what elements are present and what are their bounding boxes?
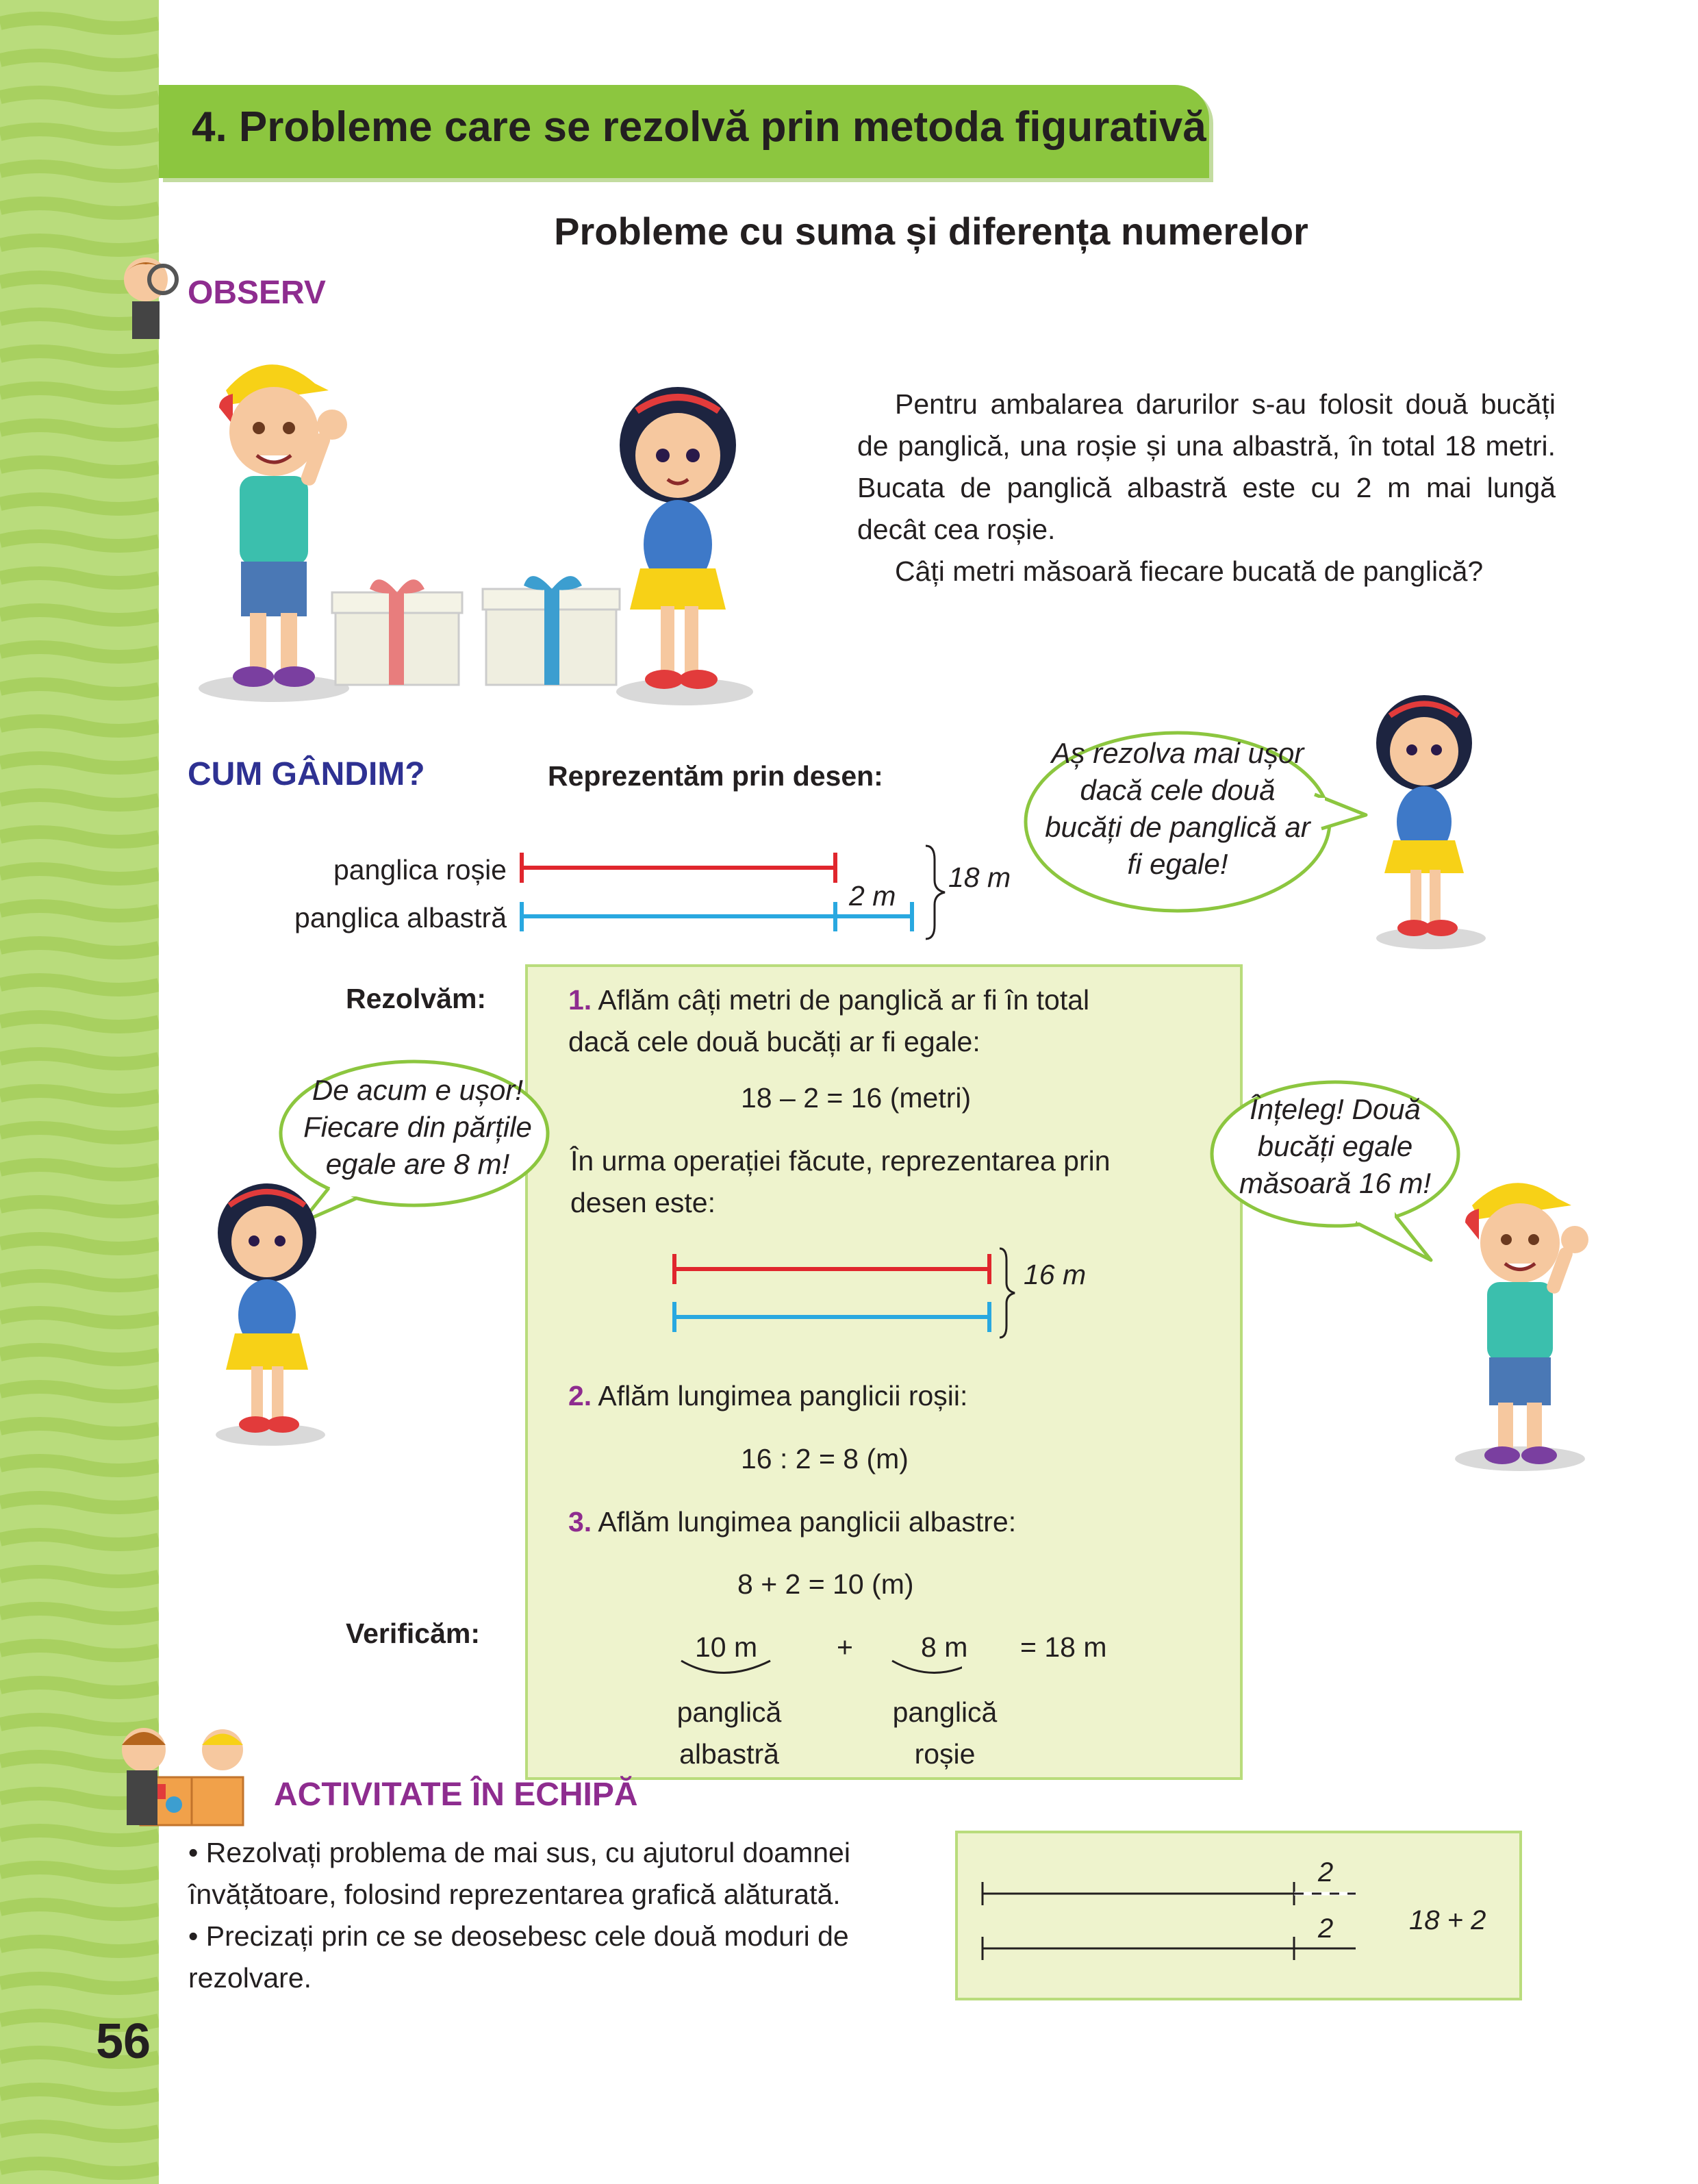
total-label-18m: 18 m <box>948 862 1011 893</box>
step3-block <box>568 1501 1016 1543</box>
stripe-wave <box>0 536 159 546</box>
stripe-wave <box>0 1646 159 1655</box>
stripe-wave <box>0 1387 159 1396</box>
stripe-wave <box>0 1498 159 1507</box>
step1-after <box>570 1140 1228 1224</box>
step2-calculation: 16 : 2 = 8 (m) <box>741 1443 909 1474</box>
verify-plus: + <box>837 1631 853 1663</box>
step1-block <box>568 979 1226 1063</box>
step1-after-b: desen este: <box>570 1187 715 1218</box>
step1-text-a: Aflăm câți metri de panglică ar fi în total <box>598 984 1090 1016</box>
activity-diagram <box>972 1849 1356 1979</box>
stripe-wave <box>0 1572 159 1581</box>
stripe-wave <box>0 1461 159 1470</box>
stripe-wave <box>0 462 159 472</box>
stripe-wave <box>0 721 159 731</box>
observ-heading: OBSERV <box>188 275 326 311</box>
step2-block <box>568 1375 967 1417</box>
blue-ribbon-label: panglica albastră <box>294 902 507 933</box>
difference-label: 2 m <box>849 880 896 912</box>
step1-calculation: 18 – 2 = 16 (metri) <box>741 1082 972 1114</box>
activity-total-label: 18 + 2 <box>1409 1905 1486 1935</box>
cum-gandim-heading: CUM GÂNDIM? <box>188 756 425 792</box>
page-number: 56 <box>96 2014 151 2069</box>
stripe-wave <box>0 1535 159 1544</box>
stripe-wave <box>0 647 159 657</box>
verify-term1: 10 m <box>695 1631 758 1663</box>
stripe-wave <box>0 573 159 583</box>
stripe-wave <box>0 1054 159 1064</box>
problem-statement <box>857 384 1556 592</box>
stripe-wave <box>0 1979 159 1988</box>
stripe-wave <box>0 980 159 990</box>
step2-text: Aflăm lungimea panglicii roșii: <box>598 1380 968 1411</box>
draw-instruction: Reprezentăm prin desen: <box>548 760 883 792</box>
stripe-wave <box>0 1905 159 1914</box>
stripe-wave <box>0 18 159 28</box>
rezolvam-label: Rezolvăm: <box>346 983 487 1014</box>
stripe-wave <box>0 1868 159 1877</box>
caption2-a: panglică <box>892 1696 998 1728</box>
stripe-wave <box>0 1609 159 1618</box>
caption2-b: roșie <box>914 1738 976 1770</box>
girl-illustration-top <box>589 370 767 712</box>
stripe-wave <box>0 2089 159 2099</box>
step1-number: 1. <box>568 984 592 1016</box>
step2-number: 2. <box>568 1380 592 1411</box>
stripe-wave <box>0 610 159 620</box>
step1-text-b: dacă cele două bucăți ar fi egale: <box>568 1026 980 1057</box>
lesson-subtitle: Probleme cu suma și diferența numerelor <box>554 210 1308 253</box>
stripe-wave <box>0 1350 159 1359</box>
equal-total-brace <box>1000 1248 1015 1338</box>
stripe-wave <box>0 1017 159 1027</box>
stripe-wave <box>0 1313 159 1322</box>
stripe-wave <box>0 684 159 694</box>
bubble-text-right: Înțeleg! Două bucăți egale măsoară 16 m! <box>1239 1093 1432 1199</box>
stripe-wave <box>0 1942 159 1951</box>
activity-instructions <box>188 1832 928 1999</box>
ribbon-diagram-equal <box>664 1243 1020 1346</box>
stripe-wave <box>0 906 159 916</box>
red-ribbon-label: panglica roșie <box>333 854 507 886</box>
activity-bullet-2: • Precizați prin ce se deosebesc cele două moduri de rezolvare. <box>188 1920 849 1994</box>
stripe-wave <box>0 832 159 842</box>
bubble-text-left: De acum e ușor! Fiecare din părțile egale are 8 m! <box>303 1074 532 1180</box>
stripe-wave <box>0 499 159 509</box>
activitate-heading: ACTIVITATE ÎN ECHIPĂ <box>274 1777 638 1813</box>
observer-boy-icon <box>115 252 181 341</box>
boy-waving-illustration-right <box>1445 1164 1602 1479</box>
stripe-wave <box>0 1276 159 1285</box>
stripe-wave <box>0 1683 159 1692</box>
stripe-wave <box>0 388 159 398</box>
girl-illustration-right <box>1356 681 1493 955</box>
stripe-wave <box>0 1424 159 1433</box>
bubble-text-top-right: Aș rezolva mai ușor dacă cele două bucăți de panglică ar fi egale! <box>1045 737 1310 880</box>
stripe-wave <box>0 758 159 768</box>
verify-underbraces <box>674 1657 962 1685</box>
stripe-wave <box>0 795 159 805</box>
stripe-wave <box>0 425 159 435</box>
caption1-b: albastră <box>679 1738 779 1770</box>
stripe-wave <box>0 1202 159 1212</box>
activity-seg-top: 2 <box>1318 1857 1334 1887</box>
verify-caption-1 <box>657 1692 801 1775</box>
step3-calculation: 8 + 2 = 10 (m) <box>737 1568 914 1600</box>
stripe-wave <box>0 1091 159 1101</box>
stripe-wave <box>0 943 159 953</box>
stripe-wave <box>0 869 159 879</box>
stripe-wave <box>0 1239 159 1248</box>
gift-box-red-ribbon <box>329 568 466 692</box>
stripe-wave <box>0 1831 159 1840</box>
caption1-a: panglică <box>676 1696 782 1728</box>
problem-paragraph: Pentru ambalarea darurilor s-au folosit două bucăți de panglică, una roșie și una albastră, în total 18 metri. Bucata de panglică albastră este cu 2 m mai lungă decât cea roșie. <box>857 388 1556 545</box>
verify-term2: 8 m <box>921 1631 968 1663</box>
total-brace <box>926 846 945 939</box>
problem-question: Câți metri măsoară fiecare bucată de panglică? <box>895 555 1484 587</box>
activity-bullet-1: • Rezolvați problema de mai sus, cu ajutorul doamnei învățătoare, folosind reprezentarea grafică alăturată. <box>188 1837 850 1910</box>
stripe-wave <box>0 351 159 361</box>
stripe-wave <box>0 92 159 102</box>
equal-total-label: 16 m <box>1024 1259 1087 1290</box>
stripe-wave <box>0 129 159 139</box>
girl-illustration-left <box>195 1175 339 1448</box>
step3-text: Aflăm lungimea panglicii albastre: <box>598 1506 1017 1537</box>
verificam-label: Verificăm: <box>346 1618 480 1649</box>
stripe-wave <box>0 1165 159 1175</box>
verify-caption-2 <box>873 1692 1017 1775</box>
step3-number: 3. <box>568 1506 592 1537</box>
stripe-wave <box>0 166 159 176</box>
stripe-wave <box>0 1128 159 1138</box>
stripe-wave <box>0 55 159 65</box>
stripe-wave <box>0 2163 159 2173</box>
teamwork-kids-book-icon <box>103 1719 267 1829</box>
activity-seg-bottom: 2 <box>1318 1913 1334 1944</box>
stripe-wave <box>0 2126 159 2136</box>
chapter-title: 4. Probleme care se rezolvă prin metoda figurativă <box>192 103 1206 151</box>
step1-after-a: În urma operației făcute, reprezentarea prin <box>570 1145 1111 1177</box>
verify-result: = 18 m <box>1020 1631 1107 1663</box>
